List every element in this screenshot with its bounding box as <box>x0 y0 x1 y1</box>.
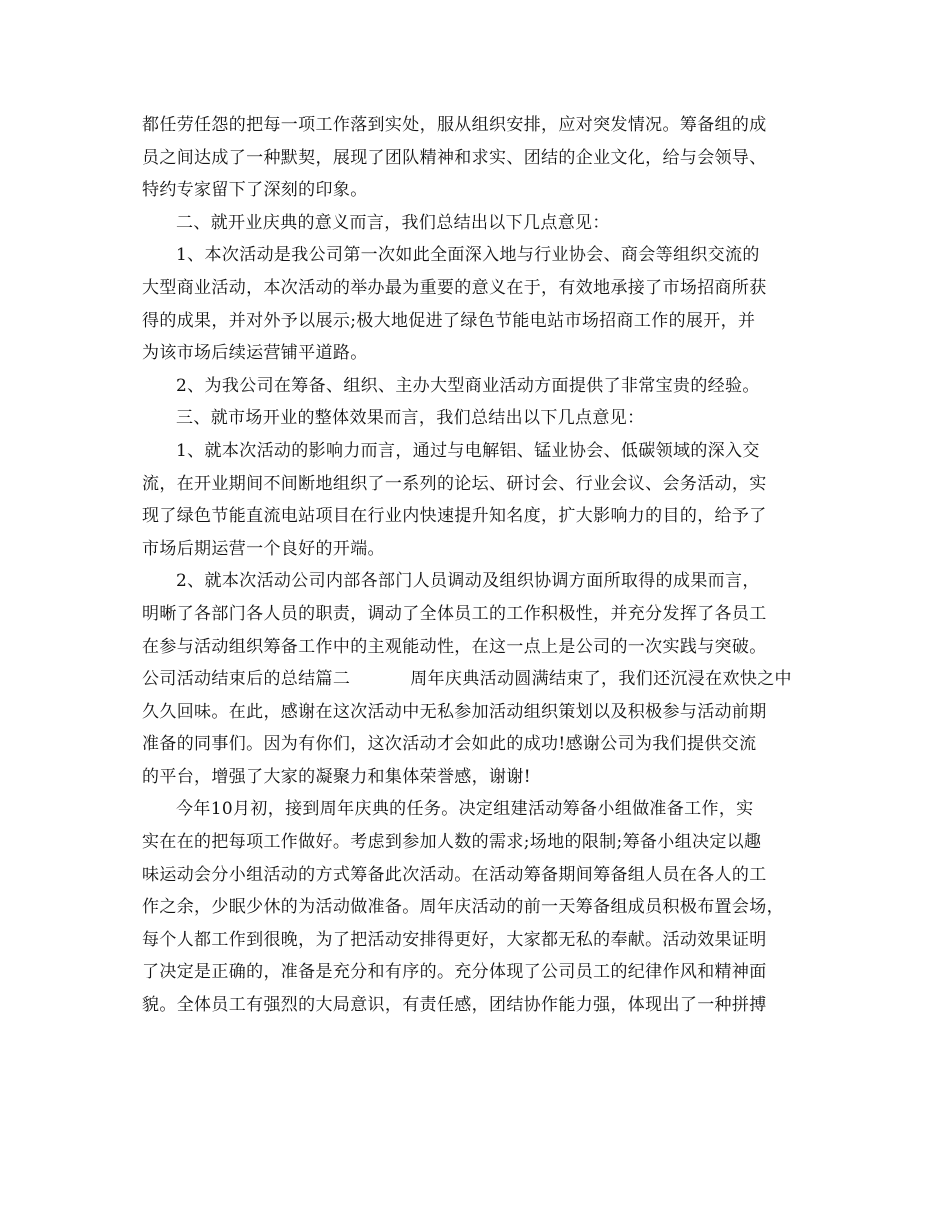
text-line: 久久回味。在此，感谢在这次活动中无私参加活动组织策划以及积极参与活动前期 <box>142 701 767 722</box>
text-line: 貌。全体员工有强烈的大局意识，有责任感，团结协作能力强，体现出了一种拼搏 <box>142 995 767 1016</box>
paragraph <box>142 663 810 793</box>
text-line <box>142 663 810 696</box>
text-line: 作之余，少眠少休的为活动做准备。周年庆活动的前一天筹备组成员积极布置会场， <box>142 897 784 918</box>
paragraph <box>142 793 810 1021</box>
paragraph <box>142 370 810 403</box>
text-line: 流，在开业期间不间断地组织了一系列的论坛、研讨会、行业会议、会务活动，实 <box>142 473 767 494</box>
text-line: 实在在的把每项工作做好。考虑到参加人数的需求;场地的限制;筹备小组决定以趣 <box>142 832 762 853</box>
text-line: 为该市场后续运营铺平道路。 <box>142 343 368 364</box>
text-line: 市场后期运营一个良好的开端。 <box>142 538 385 559</box>
paragraph <box>142 565 810 663</box>
text-line: 三、就市场开业的整体效果而言，我们总结出以下几点意见： <box>176 408 645 429</box>
text-line: 每个人都工作到很晚，为了把活动安排得更好，大家都无私的奉献。活动效果证明 <box>142 929 767 950</box>
text-line: 特约专家留下了深刻的印象。 <box>142 180 368 201</box>
article-title: 公司活动结束后的总结篇二 <box>142 669 351 690</box>
text-line: 2、为我公司在筹备、组织、主办大型商业活动方面提供了非常宝贵的经验。 <box>176 375 760 396</box>
text-line: 的平台，增强了大家的凝聚力和集体荣誉感，谢谢! <box>142 766 531 787</box>
text-line: 1、就本次活动的影响力而言，通过与电解铝、锰业协会、低碳领域的深入交 <box>176 440 760 461</box>
text-line: 明晰了各部门各人员的职责，调动了全体员工的工作积极性，并充分发挥了各员工 <box>142 603 767 624</box>
text-line: 都任劳任怨的把每一项工作落到实处，服从组织安排，应对突发情况。筹备组的成 <box>142 115 767 135</box>
text-line: 2、就本次活动公司内部各部门人员调动及组织协调方面所取得的成果而言， <box>176 571 760 592</box>
text-line: 在参与活动组织筹备工作中的主观能动性，在这一点上是公司的一次实践与突破。 <box>142 636 767 657</box>
text-line: 得的成果，并对外予以展示;极大地促进了绿色节能电站市场招商工作的展开，并 <box>142 310 756 331</box>
section-heading <box>142 402 810 435</box>
paragraph <box>142 239 810 369</box>
text-line: 员之间达成了一种默契，展现了团队精神和求实、团结的企业文化，给与会领导、 <box>142 147 767 168</box>
text-line: 现了绿色节能直流电站项目在行业内快速提升知名度，扩大影响力的目的，给予了 <box>142 506 767 527</box>
text-line: 了决定是正确的，准备是充分和有序的。充分体现了公司员工的纪律作风和精神面 <box>142 962 767 983</box>
paragraph <box>142 109 810 207</box>
text-fragment: 周年庆典活动圆满结束了，我们还沉浸在欢快之中 <box>410 669 792 690</box>
text-line: 1、本次活动是我公司第一次如此全面深入地与行业协会、商会等组织交流的 <box>176 245 760 266</box>
text-line: 味运动会分小组活动的方式筹备此次活动。在活动筹备期间筹备组人员在各人的工 <box>142 864 767 885</box>
text-line: 准备的同事们。因为有你们，这次活动才会如此的成功!感谢公司为我们提供交流 <box>142 734 757 755</box>
text-line: 今年10月初，接到周年庆典的任务。决定组建活动筹备小组做准备工作，实 <box>176 799 754 820</box>
text-line: 二、就开业庆典的意义而言，我们总结出以下几点意见： <box>176 212 610 233</box>
document-body <box>142 109 810 1022</box>
paragraph <box>142 435 810 565</box>
section-heading <box>142 207 810 240</box>
text-line: 大型商业活动，本次活动的举办最为重要的意义在于，有效地承接了市场招商所获 <box>142 277 767 298</box>
